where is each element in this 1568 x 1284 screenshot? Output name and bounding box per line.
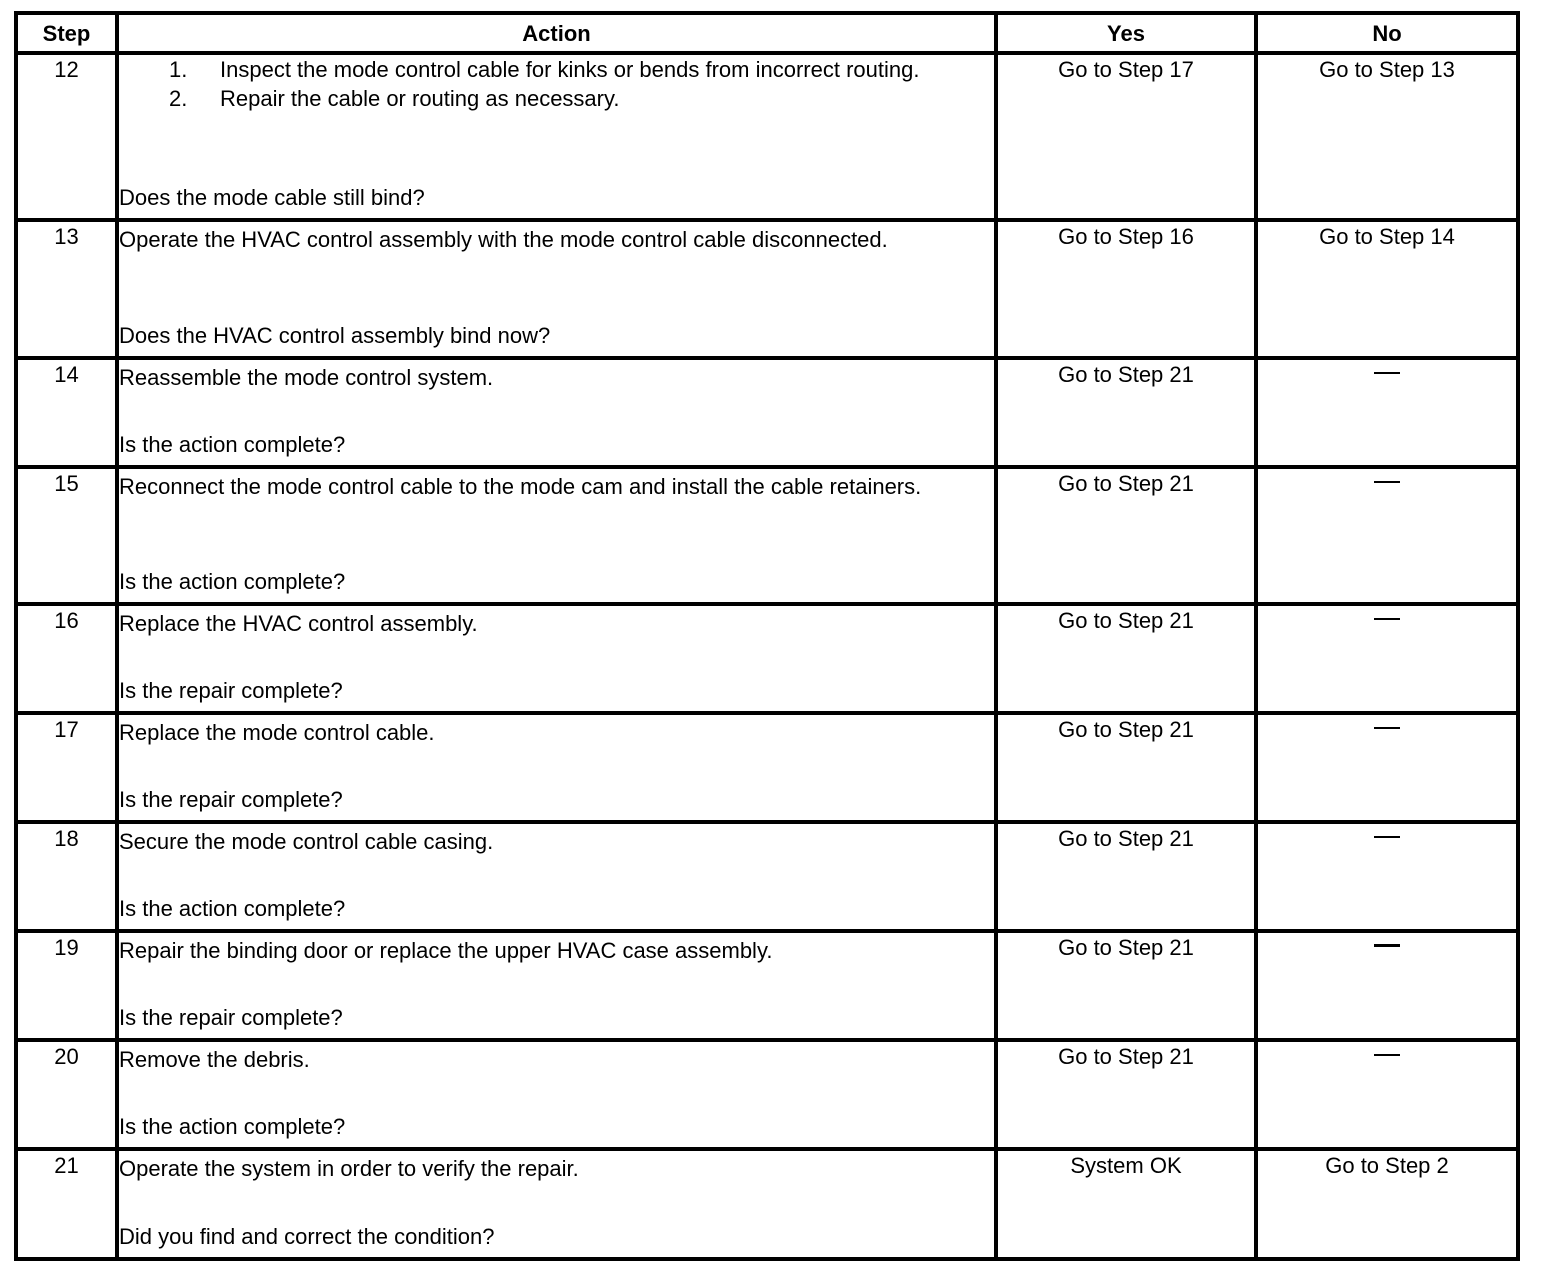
yes-result: Go to Step 21 xyxy=(996,604,1256,713)
diagnostic-table xyxy=(14,11,1520,1261)
action-cell xyxy=(117,713,996,822)
no-result: Go to Step 13 xyxy=(1256,53,1518,220)
action-text: Repair the binding door or replace the upper HVAC case assembly. xyxy=(119,938,773,963)
yes-result: Go to Step 21 xyxy=(996,931,1256,1040)
header-yes: Yes xyxy=(996,13,1256,53)
action-cell xyxy=(117,53,996,220)
step-number: 14 xyxy=(16,358,117,467)
no-dash xyxy=(1374,481,1400,483)
action-text: Reconnect the mode control cable to the mode cam and install the cable retainers. xyxy=(119,474,922,499)
no-result xyxy=(1256,604,1518,713)
action-text: Secure the mode control cable casing. xyxy=(119,829,494,854)
yes-result: Go to Step 21 xyxy=(996,467,1256,604)
action-question: Does the HVAC control assembly bind now? xyxy=(119,323,551,348)
header-step: Step xyxy=(16,13,117,53)
step-number: 16 xyxy=(16,604,117,713)
action-text: Operate the system in order to verify the repair. xyxy=(119,1156,579,1181)
table-row xyxy=(16,604,1518,713)
action-text: Replace the mode control cable. xyxy=(119,720,435,745)
action-text: Reassemble the mode control system. xyxy=(119,365,494,390)
action-text: Remove the debris. xyxy=(119,1047,310,1072)
action-cell xyxy=(117,1040,996,1149)
action-question: Is the action complete? xyxy=(119,1114,346,1139)
no-dash xyxy=(1374,1054,1400,1056)
step-number: 20 xyxy=(16,1040,117,1149)
step-number: 15 xyxy=(16,467,117,604)
action-cell xyxy=(117,358,996,467)
table-row xyxy=(16,220,1518,358)
action-text: Operate the HVAC control assembly with the mode control cable disconnected. xyxy=(119,227,888,252)
table-row xyxy=(16,1149,1518,1259)
list-item xyxy=(119,55,994,84)
list-item-number: 2. xyxy=(169,86,188,111)
action-cell xyxy=(117,604,996,713)
header-row xyxy=(16,13,1518,53)
no-result: Go to Step 2 xyxy=(1256,1149,1518,1259)
no-result xyxy=(1256,822,1518,931)
yes-result: Go to Step 21 xyxy=(996,1040,1256,1149)
step-number: 17 xyxy=(16,713,117,822)
yes-result: Go to Step 17 xyxy=(996,53,1256,220)
list-item xyxy=(119,84,994,113)
action-question: Did you find and correct the condition? xyxy=(119,1224,495,1249)
action-cell xyxy=(117,822,996,931)
list-item-text: Inspect the mode control cable for kinks or bends from incorrect routing. xyxy=(220,57,920,82)
no-dash xyxy=(1374,727,1400,729)
action-question: Is the action complete? xyxy=(119,569,346,594)
action-question: Is the repair complete? xyxy=(119,678,343,703)
table-row xyxy=(16,713,1518,822)
action-cell xyxy=(117,931,996,1040)
step-number: 12 xyxy=(16,53,117,220)
no-result xyxy=(1256,467,1518,604)
action-cell xyxy=(117,1149,996,1259)
action-question: Is the repair complete? xyxy=(119,1005,343,1030)
yes-result: Go to Step 16 xyxy=(996,220,1256,358)
yes-result: Go to Step 21 xyxy=(996,358,1256,467)
action-cell xyxy=(117,220,996,358)
table-row xyxy=(16,53,1518,220)
table-row xyxy=(16,1040,1518,1149)
action-question: Is the repair complete? xyxy=(119,787,343,812)
action-cell xyxy=(117,467,996,604)
table-row xyxy=(16,822,1518,931)
step-number: 18 xyxy=(16,822,117,931)
list-item-number: 1. xyxy=(169,57,188,82)
yes-result: System OK xyxy=(996,1149,1256,1259)
instruction-list xyxy=(119,55,994,113)
no-dash xyxy=(1374,944,1400,947)
no-dash xyxy=(1374,372,1400,374)
action-question: Is the action complete? xyxy=(119,432,346,457)
step-number: 13 xyxy=(16,220,117,358)
step-number: 19 xyxy=(16,931,117,1040)
header-no: No xyxy=(1256,13,1518,53)
table-row xyxy=(16,467,1518,604)
yes-result: Go to Step 21 xyxy=(996,713,1256,822)
yes-result: Go to Step 21 xyxy=(996,822,1256,931)
table-row xyxy=(16,931,1518,1040)
list-item-text: Repair the cable or routing as necessary. xyxy=(220,86,620,111)
no-result xyxy=(1256,358,1518,467)
no-dash xyxy=(1374,836,1400,838)
no-result: Go to Step 14 xyxy=(1256,220,1518,358)
header-action: Action xyxy=(117,13,996,53)
action-text: Replace the HVAC control assembly. xyxy=(119,611,478,636)
no-result xyxy=(1256,1040,1518,1149)
action-question: Is the action complete? xyxy=(119,896,346,921)
step-number: 21 xyxy=(16,1149,117,1259)
no-result xyxy=(1256,931,1518,1040)
no-result xyxy=(1256,713,1518,822)
table-row xyxy=(16,358,1518,467)
action-question: Does the mode cable still bind? xyxy=(119,185,425,210)
no-dash xyxy=(1374,618,1400,620)
